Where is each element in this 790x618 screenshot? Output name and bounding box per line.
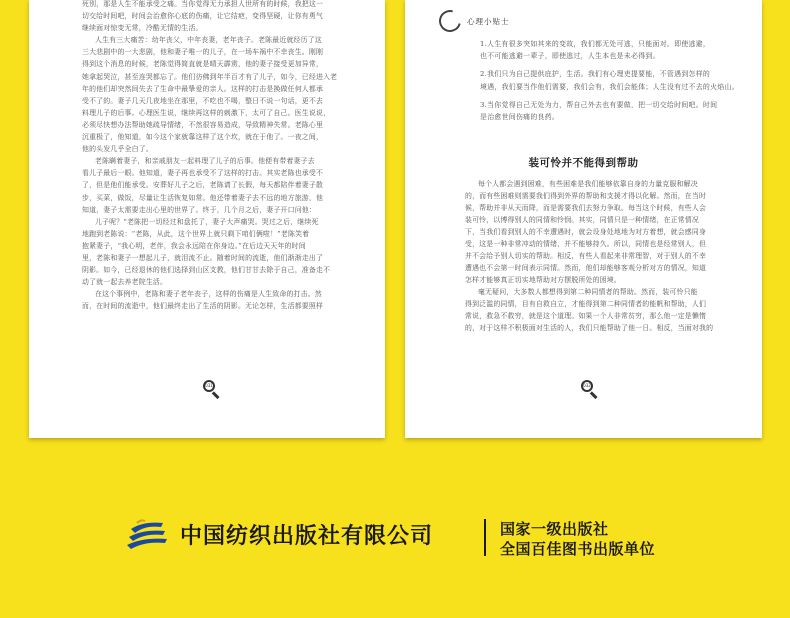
right-page-body xyxy=(465,178,719,334)
paragraph-line: 人生有三大痛苦：幼年丧父，中年丧妻，老年丧子。老陈最近就经历了这 xyxy=(95,36,322,45)
paragraph-line: 毫无疑问，大多数人都想得到第二种同情者的帮助。然而，装可怜只能 xyxy=(478,288,698,296)
tips-list xyxy=(480,38,739,123)
paragraph-line: 了，但是他们能承受。安葬好儿子之后，老陈请了长假，每天都陪伴着妻子散 xyxy=(82,181,324,190)
paragraph-line: 而，在时间的流逝中，他们最终走出了生活的阴影。无论怎样，生活都要照样 xyxy=(82,302,324,311)
paragraph-line: 的，而有些困难则需要我们得到外界的帮助和支援才得以化解。然而，在当时 xyxy=(465,192,707,200)
paragraph-line: 里，老陈和妻子一想起儿子，就泪流不止。随着时间的流逝，他们渐渐走出了 xyxy=(82,253,324,262)
section-title: 装可怜并不能得到帮助 xyxy=(528,157,639,169)
paragraph-line: 抱紧妻子，“我心明，老伴，我会永远陪在你身边。”在后边天天年的时间 xyxy=(82,241,306,250)
paragraph-line: 并不会给予别人切实的帮助。相反，有些人看起来非常理智，对于别人的不幸 xyxy=(465,252,707,260)
right-book-page xyxy=(405,0,762,438)
paragraph-line: 老陈瞒着妻子，和亲戚朋友一起料理了儿子的后事。他便有带着妻子去 xyxy=(95,157,315,166)
paragraph-line: 得到泛滥的同情，目有自救自立，才能得到第二种同情者的能帆和帮助，人们 xyxy=(465,300,707,308)
tip-title: 心理小贴士 xyxy=(467,17,510,26)
paragraph-line: 沉重极了，他知道，如今这个家就靠这样了这个坎，就在于他了。一夜之间， xyxy=(82,133,324,142)
paragraph-line: 每个人都会遇到困难，有些困难是我们能够依靠自身的力量克服和解决 xyxy=(478,180,698,188)
paragraph-line: 受不了的。妻子几天几夜地坐在那里，不吃也不喝，整日不说一句话，更不去 xyxy=(82,96,324,105)
left-page-number: 031 xyxy=(205,383,213,388)
paragraph-line: 的，对于这样不积极面对生活的人，我们只能帮助了他一日。相反，当面对我的 xyxy=(465,324,714,332)
tip-line: 是治愈世间伤痛的良药。 xyxy=(480,113,560,122)
paragraph-line: 遭遇也不会第一时间表示同情。然而，他们却能够客观分析对方的情况，知道 xyxy=(465,264,707,272)
paragraph-line: 年的他们却突然间失去了生命中最挚爱的亲人。这样的打击是换做任何人都承 xyxy=(82,84,324,93)
magnifier-icon xyxy=(201,378,223,400)
paragraph-line: 常说，救急不救穷，就是这个道理。如果一个人非常贫穷，那么他一定是懒惰 xyxy=(465,312,707,320)
paragraph-line: 死别，那是人生不能承受之痛。当你觉得无力承担人世所有的时候，我把这一 xyxy=(82,0,324,8)
left-book-page xyxy=(29,0,385,438)
publisher-name: 中国纺织出版社有限公司 xyxy=(180,523,434,549)
magnifier-icon xyxy=(579,378,601,400)
tip-line: 境遇，我们要当作他们需要，我们会有，我们会能体；人生没有过不去的火焰山。 xyxy=(480,82,739,91)
right-page-number: 032 xyxy=(583,383,591,388)
paragraph-line: 得到这个消息的时候，老陈觉得简直就是晴天霹雳，他的妻子接受更加异常， xyxy=(82,60,324,69)
tip-line: 也不可能逃避一辈子，即使逃过，人生本也是未必得到。 xyxy=(480,52,660,61)
paragraph-line: 步，买菜，做饭，尽量让生活恢复如常。他还带着妻子去不远的地方旅游，他 xyxy=(82,193,324,202)
paragraph-line: 受，这是一种非常冲动的情绪，并不能够持久。所以，同情也是经常别人，但 xyxy=(465,240,707,248)
tip-circle-icon xyxy=(435,6,465,36)
paragraph-line: 必须尽快想办法帮助她疏导情绪，不然很容易造成，导致精神失常。老陈心里 xyxy=(82,120,324,129)
paragraph-line: 下，当我们看到别人的不幸遭遇时，就会设身处地地为对方着想，就会感同身 xyxy=(465,228,707,236)
publisher-tagline-2: 全国百佳图书出版单位 xyxy=(500,540,656,558)
paragraph-line: 知道，妻子太需要走出心里的世界了。终于，几个月之后，妻子开口问他： xyxy=(82,205,316,214)
paragraph-line: 地跑到老陈说：“老陈，从此，这个世界上就只剩下咱们俩啦！”老陈笑着 xyxy=(82,229,310,238)
tip-line: 3.当你觉得自己无处为力，帮自己外去也有要做，把一切交给时间吧。时间 xyxy=(480,100,718,109)
paragraph-line: 阴影。如今，已经退休的他们选择到山区支教，他们甘甘去除于自己，准备走不 xyxy=(82,266,331,275)
paragraph-line: 装可怜，以博得别人的同情和怜悯。其实，同情只是一种情绪，在正常情况 xyxy=(465,216,699,224)
publisher-tagline-1: 国家一级出版社 xyxy=(500,520,609,538)
paragraph-line: 他的头发几乎全白了。 xyxy=(82,145,153,154)
paragraph-line: 动了就一起去养老院生活。 xyxy=(82,278,168,287)
paragraph-line: 在这个事例中，老陈和妻子老年丧子，这样的伤痛是人生致命的打击。然 xyxy=(95,290,322,299)
paragraph-line: 切交给时间吧，时间会治愈你心底的伤痛，让它结疤，变得坚硬，让你有勇气 xyxy=(82,12,324,21)
paragraph-line: 候，帮助并非从天而降，而是需要我们去努力争取。每当这个时候，有些人会 xyxy=(465,204,707,212)
paragraph-line: 怎样才能够真正切实地帮助对方摆脱所处的困境。 xyxy=(465,276,621,284)
paragraph-line: 料理儿子的后事。心理医生说，继续再这样的刺激下，太可了自己。医生说说， xyxy=(82,108,331,117)
tip-line: 1.人生有很多突如其来的变故，我们都无处可逃，只能面对。即使逃避， xyxy=(480,40,711,48)
paragraph-line: 她拿起哭泣，甚至连哭都忘了。他们彷佛到年半百才有了儿子，如今，已经进入老 xyxy=(82,72,338,81)
paragraph-line: 三大悲剧中的一大悲剧，他和妻子唯一的儿子，在一场车祸中不幸丧生。刚刚 xyxy=(82,48,324,57)
paragraph-line: 看儿子最后一眼。他知道，妻子再也承受不了这样的打击。其实老陈也承受不 xyxy=(82,169,324,178)
left-page-body xyxy=(82,0,366,312)
paragraph-line: 儿子呢？”老陈把一切经过和盘托了，妻子大声痛哭。哭过之后，继续死 xyxy=(95,217,319,226)
footer-divider xyxy=(484,519,486,556)
publisher-logo-icon xyxy=(127,519,167,553)
tip-line: 2.我们只为自己提供庇护，生活。我们有心理吏提要能，不管遇到怎样的 xyxy=(480,70,711,79)
paragraph-line: 继续面对惊变无常，冷酷无情的生活。 xyxy=(82,24,203,33)
